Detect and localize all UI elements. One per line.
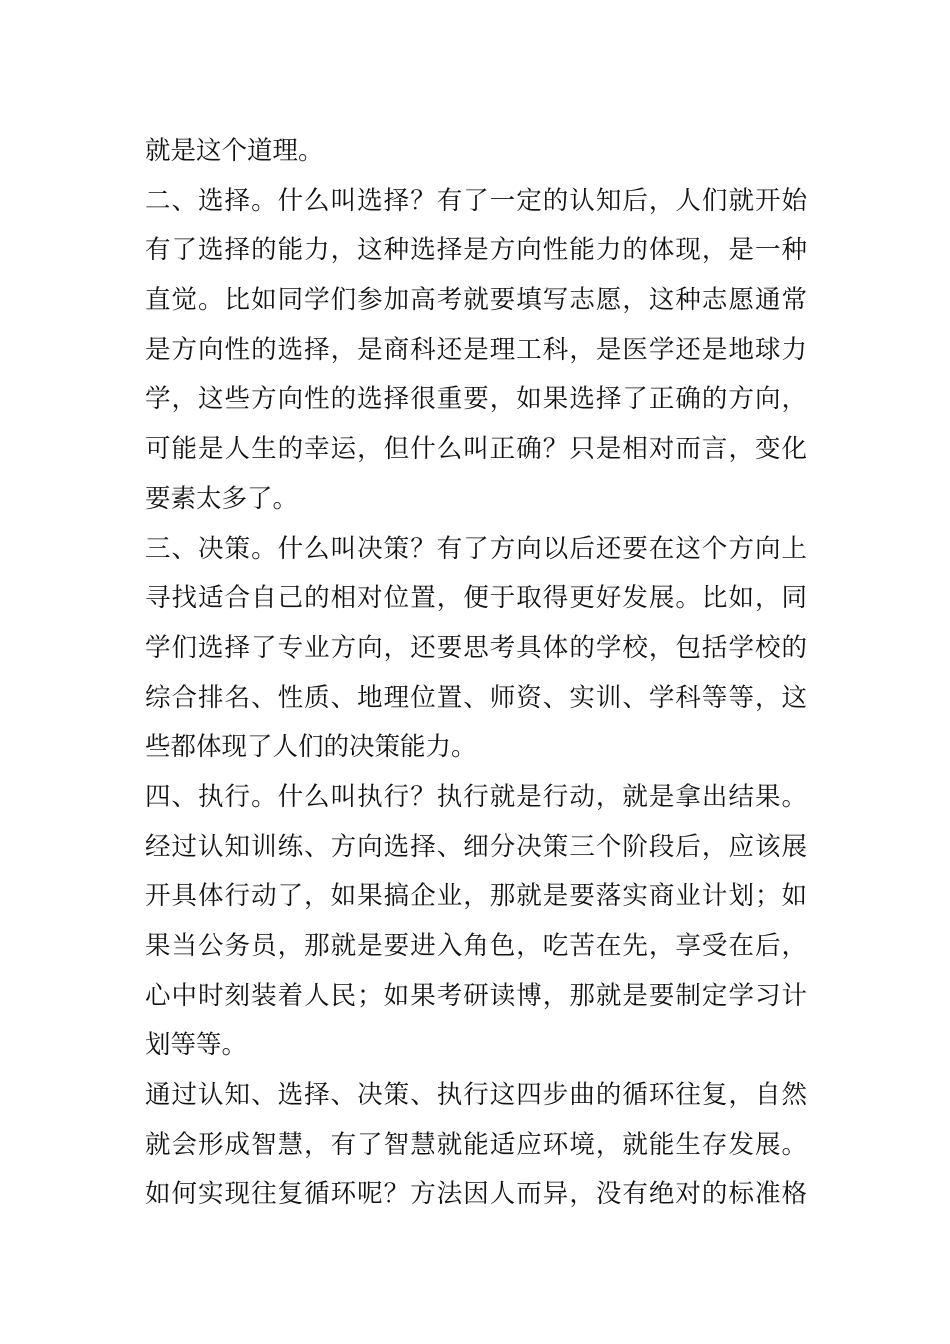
text-line: 三、决策。什么叫决策？有了方向以后还要在这个方向上	[145, 533, 807, 564]
text-line: 可能是人生的幸运，但什么叫正确？只是相对而言，变化	[145, 434, 807, 465]
text-line: 些都体现了人们的决策能力。	[145, 732, 477, 763]
text-line: 果当公务员，那就是要进入角色，吃苦在先，享受在后，	[145, 931, 807, 961]
text-line: 划等等。	[145, 1030, 248, 1061]
text-line: 经过认知训练、方向选择、细分决策三个阶段后，应该展	[145, 831, 807, 862]
text-line: 就是这个道理。	[145, 136, 324, 166]
text-line: 心中时刻装着人民；如果考研读博，那就是要制定学习计	[145, 980, 807, 1011]
text-line: 开具体行动了，如果搞企业，那就是要落实商业计划；如	[145, 881, 807, 912]
text-line: 有了选择的能力，这种选择是方向性能力的体现，是一种	[145, 235, 807, 266]
text-line: 二、选择。什么叫选择？有了一定的认知后，人们就开始	[145, 185, 807, 216]
text-line: 综合排名、性质、地理位置、师资、实训、学科等等，这	[145, 682, 807, 713]
text-line: 学们选择了专业方向，还要思考具体的学校，包括学校的	[145, 632, 807, 663]
text-line: 要素太多了。	[145, 483, 299, 514]
text-line: 寻找适合自己的相对位置，便于取得更好发展。比如，同	[145, 583, 807, 614]
text-line: 就会形成智慧，有了智慧就能适应环境，就能生存发展。	[145, 1129, 807, 1160]
text-line: 是方向性的选择，是商科还是理工科，是医学还是地球力	[145, 334, 807, 365]
document-body	[145, 127, 807, 1220]
text-line: 直觉。比如同学们参加高考就要填写志愿，这种志愿通常	[145, 285, 807, 316]
text-line: 通过认知、选择、决策、执行这四步曲的循环往复，自然	[145, 1080, 807, 1111]
text-line: 学，这些方向性的选择很重要，如果选择了正确的方向，	[145, 384, 807, 415]
text-line: 如何实现往复循环呢？方法因人而异，没有绝对的标准格	[145, 1179, 807, 1210]
text-line: 四、执行。什么叫执行？执行就是行动，就是拿出结果。	[145, 781, 807, 812]
